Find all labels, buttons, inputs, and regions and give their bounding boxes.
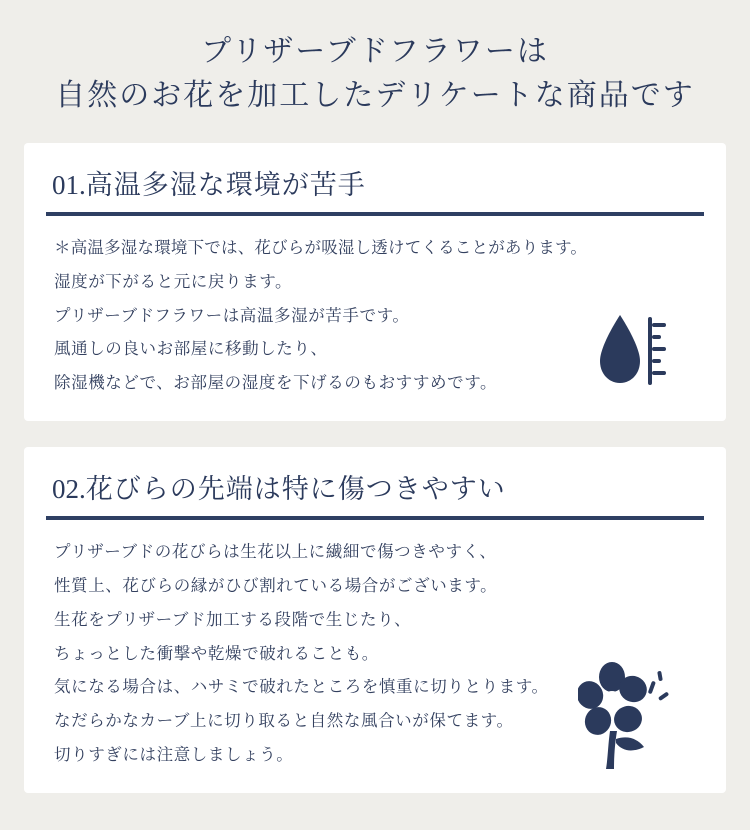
info-card-petals — [24, 447, 726, 793]
list-item: 切りすぎには注意しましょう。 — [54, 745, 294, 764]
info-card-petals-title: 花びらの先端は特に傷つきやすい — [85, 474, 506, 505]
info-card-humidity-text — [46, 232, 704, 401]
info-card-humidity-title: 高温多湿な環境が苦手 — [85, 170, 366, 200]
info-card-humidity — [24, 143, 726, 421]
list-item: 性質上、花びらの縁がひび割れている場合がございます。 — [54, 576, 498, 595]
page-title-line-2: 自然のお花を加工したデリケートな商品です — [55, 78, 695, 112]
info-card-petals-text — [46, 536, 704, 773]
list-item: 湿度が下がると元に戻ります。 — [54, 272, 293, 291]
info-card-humidity-number: 01. — [52, 170, 86, 200]
info-card-humidity-heading — [46, 161, 704, 216]
list-item: なだらかなカーブ上に切り取ると自然な風合いが保てます。 — [54, 712, 514, 731]
list-item: 気になる場合は、ハサミで破れたところを慎重に切りとります。 — [54, 678, 549, 697]
list-item: プリザーブドフラワーは高温多湿が苦手です。 — [54, 306, 410, 325]
list-item: ＊高温多湿な環境下では、花びらが吸湿し透けてくることがあります。 — [54, 239, 588, 257]
list-item: プリザーブドの花びらは生花以上に繊細で傷つきやすく、 — [54, 543, 497, 562]
info-card-petals-number: 02. — [52, 474, 86, 505]
list-item: 除湿機などで、お部屋の湿度を下げるのもおすすめです。 — [54, 374, 498, 393]
list-item: ちょっとした衝撃や乾燥で破れることも。 — [54, 644, 379, 663]
list-item: 生花をプリザーブド加工する段階で生じたり、 — [54, 610, 412, 629]
info-card-petals-heading — [46, 465, 704, 520]
page-title-line-1: プリザーブドフラワーは — [201, 35, 549, 68]
page-title — [24, 30, 726, 117]
list-item: 風通しの良いお部屋に移動したり、 — [54, 340, 328, 359]
